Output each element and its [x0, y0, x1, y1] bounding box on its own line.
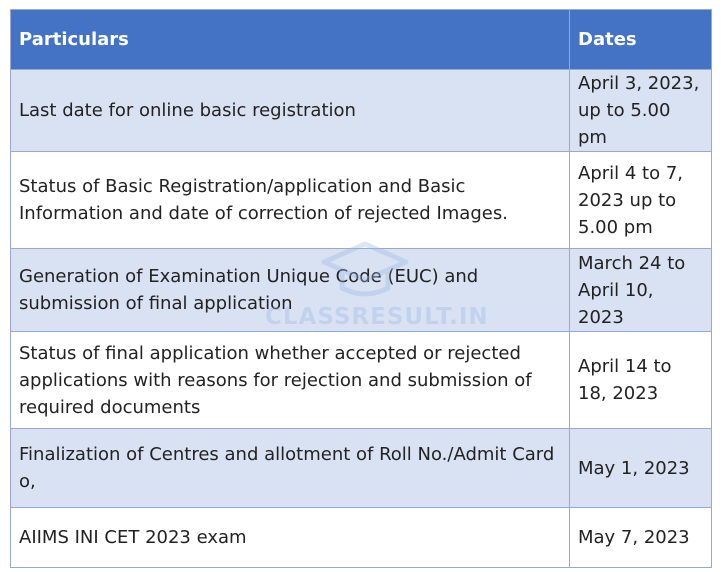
date-cell: May 1, 2023 — [570, 429, 712, 508]
table-row — [11, 508, 712, 568]
watermark-text: CLASSRESULT.IN — [265, 304, 489, 330]
table-row — [11, 332, 712, 429]
particular-cell: Status of final application whether accepted or rejected applications with reasons for rejection and submission of required documents — [11, 332, 570, 429]
header-dates: Dates — [570, 10, 712, 70]
table-row — [11, 249, 712, 332]
particular-cell: Finalization of Centres and allotment of Roll No./Admit Card o, — [11, 429, 570, 508]
particular-cell: Last date for online basic registration — [11, 70, 570, 152]
date-cell: April 3, 2023, up to 5.00 pm — [570, 70, 712, 152]
particular-cell: AIIMS INI CET 2023 exam — [11, 508, 570, 568]
table-row — [11, 70, 712, 152]
date-cell: May 7, 2023 — [570, 508, 712, 568]
table-row — [11, 429, 712, 508]
table-row — [11, 152, 712, 249]
date-cell: April 4 to 7, 2023 up to 5.00 pm — [570, 152, 712, 249]
particular-cell: Status of Basic Registration/application and Basic Information and date of correction of rejected Images. — [11, 152, 570, 249]
schedule-table — [10, 9, 712, 568]
date-cell: April 14 to 18, 2023 — [570, 332, 712, 429]
table-header-row — [11, 10, 712, 70]
date-cell: March 24 to April 10, 2023 — [570, 249, 712, 332]
header-particulars: Particulars — [11, 10, 570, 70]
particular-cell: Generation of Examination Unique Code (EUC) and submission of final application — [11, 249, 570, 332]
